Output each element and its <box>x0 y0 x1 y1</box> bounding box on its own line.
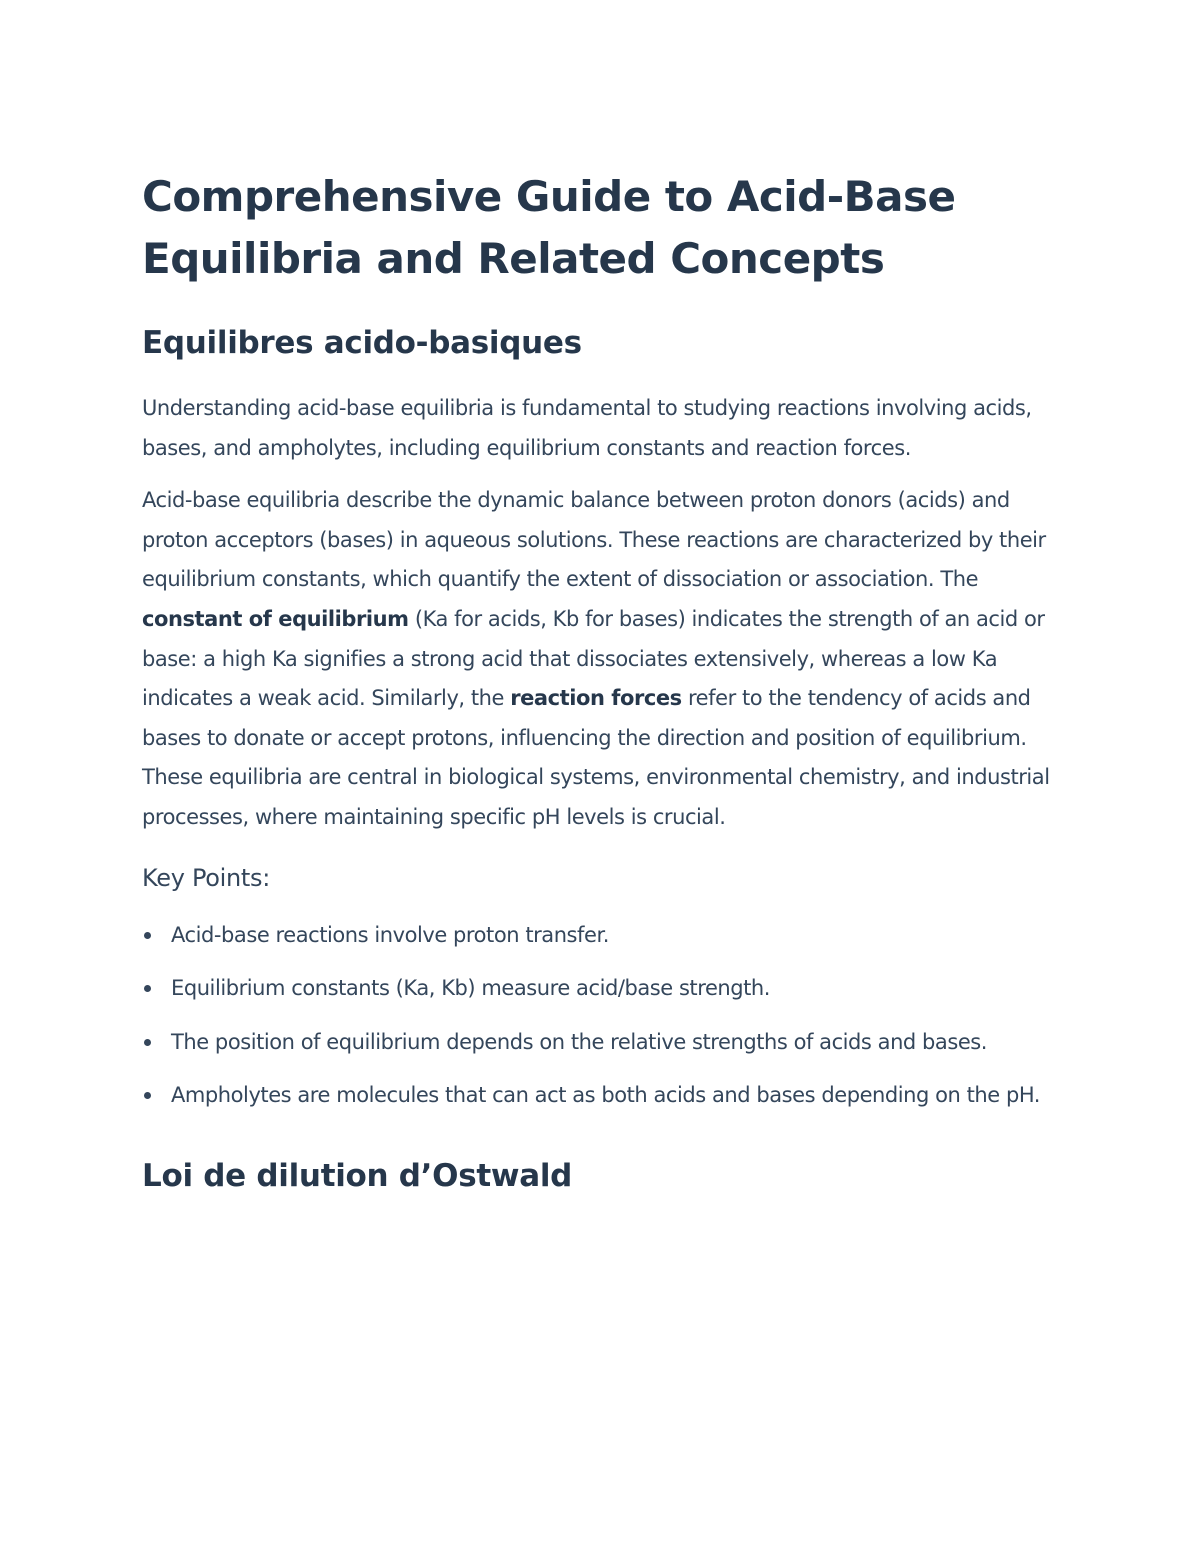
body-text-part-2: (Ka for acids, Kb for bases) indicates the strength of an acid or base: a high Ka signifies a strong acid that dissociates extensively, whereas a low Ka indicates a weak acid. Similarly, the <box>142 606 1045 711</box>
bold-term-constant-of-equilibrium: constant of equilibrium <box>142 606 409 631</box>
document-title <box>142 166 1062 290</box>
intro-paragraph: Understanding acid-base equilibria is fundamental to studying reactions involving acids, bases, and ampholytes, including equilibrium constants and reaction forces. <box>142 396 1032 460</box>
title-line-2: Equilibria and Related Concepts <box>142 234 885 283</box>
bullet-dot-icon <box>144 985 151 992</box>
bullet-dot-icon <box>144 932 151 939</box>
title-line-1: Comprehensive Guide to Acid-Base <box>142 172 956 221</box>
bullet-dot-icon <box>144 1092 151 1099</box>
list-item <box>142 1023 1062 1063</box>
bold-term-reaction-forces: reaction forces <box>510 686 682 711</box>
list-item-text: The position of equilibrium depends on the relative strengths of acids and bases. <box>171 1029 988 1054</box>
list-item-text: Equilibrium constants (Ka, Kb) measure acid/base strength. <box>171 976 771 1001</box>
key-points-list <box>142 916 1062 1116</box>
list-item <box>142 969 1062 1009</box>
list-item-text: Ampholytes are molecules that can act as both acids and bases depending on the pH. <box>171 1083 1041 1108</box>
body-text-part-3: refer to the tendency of acids and bases to donate or accept protons, influencing the direction and position of equilibrium. These equilibria are central in biological systems, environmental chemistry, and industrial processes, where maintaining specific pH levels is crucial. <box>142 686 1050 829</box>
list-item <box>142 916 1062 956</box>
body-text-part-1: Acid-base equilibria describe the dynamic balance between proton donors (acids) and proton acceptors (bases) in aqueous solutions. These reactions are characterized by their equilibrium constants, which quantify the extent of dissociation or association. The <box>142 488 1046 592</box>
bullet-dot-icon <box>144 1039 151 1046</box>
section-heading-acid-base: Equilibres acido-basiques <box>142 325 582 361</box>
list-item-text: Acid-base reactions involve proton transfer. <box>171 922 609 947</box>
list-item <box>142 1076 1062 1116</box>
key-points-heading: Key Points: <box>142 863 271 892</box>
body-paragraph <box>142 481 1062 837</box>
document-content <box>142 166 1062 1196</box>
section-heading-ostwald: Loi de dilution d’Ostwald <box>142 1157 573 1194</box>
